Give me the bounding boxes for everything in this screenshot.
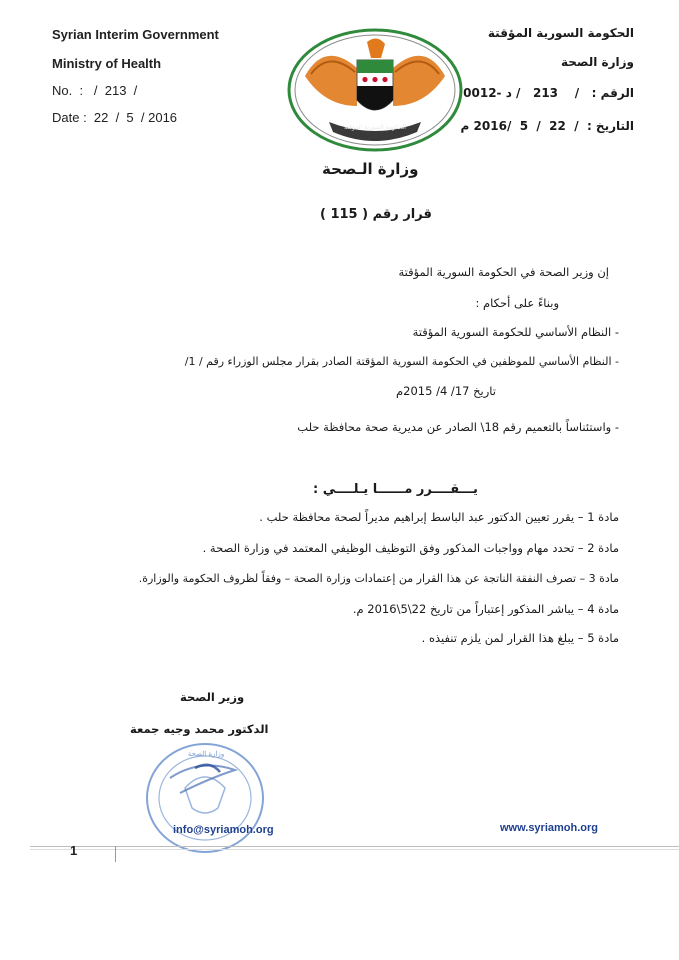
eagle-emblem-icon [285,28,465,158]
date-en: Date : 22 / 5 / 2016 [52,110,178,125]
article-5: مادة 5 – يبلغ هذا القرار لمن يلزم تنفيذه . [421,631,619,645]
preamble-line-2: وبناءً على أحكام : [475,296,559,310]
reference-number-ar: الرقم : / 213 / د -0012 [463,86,634,100]
ministry-name-ar: وزارة الصحة [560,55,634,69]
preamble-bullet-2-continued: تاريخ 17/ 4/ 2015م [396,384,496,398]
preamble-bullet-2: - النظام الأساسي للموظفين في الحكومة السورية المؤقتة الصادر بقرار مجلس الوزراء رقم / 1/ [184,355,619,368]
article-2: مادة 2 – تحدد مهام وواجبات المذكور وفق التوظيف الوظيفي المعتمد في وزارة الصحة . [202,541,619,555]
preamble-line-1: إن وزير الصحة في الحكومة السورية المؤقتة [398,265,609,279]
footer-divider [30,846,679,847]
preamble-bullet-3: - واستئناساً بالتعميم رقم 18\ الصادر عن مديرية صحة محافظة حلب [297,420,619,434]
article-3: مادة 3 – تصرف النفقة الناتجة عن هذا القرار من إعتمادات وزارة الصحة – وفقاً لظروف الحكومة والوزارة. [138,572,619,585]
stamp-text: وزارة الصحة [187,750,225,758]
ministry-emblem [285,28,465,158]
signatory-name: الدكتور محمد وجيه جمعة [130,722,269,736]
signatory-title: وزير الصحة [180,690,245,704]
page-number-separator [115,846,116,862]
article-1: مادة 1 – يقرر تعيين الدكتور عبد الباسط إبراهيم مديراً لصحة محافظة حلب . [259,510,619,524]
footer-email-link[interactable]: info@syriamoh.org [173,824,274,836]
reference-number-en: No. : / 213 / [52,83,138,98]
government-name-en: Syrian Interim Government [52,27,219,42]
footer-divider-secondary [30,849,679,850]
decision-title: قرار رقم ( 115 ) [320,207,432,222]
government-name-ar: الحكومة السورية المؤقتة [487,26,634,40]
ministry-name-en: Ministry of Health [52,56,162,71]
resolves-heading: يـــقــــرر مــــــا يـلــــي : [313,482,478,497]
footer-website-link[interactable]: www.syriamoh.org [500,822,599,834]
official-stamp [140,738,270,858]
emblem-banner-text: الحكومة السورية المؤقتة [344,124,406,131]
preamble-bullet-1: - النظام الأساسي للحكومة السورية المؤقتة [412,325,619,339]
ministry-label-logo: وزارة الـصحة [322,160,419,178]
article-4: مادة 4 – يباشر المذكور إعتباراً من تاريخ 22\5\2016 م. [352,602,619,616]
page-number: 1 [70,843,78,858]
date-ar: التاريخ : / 22 / 5 /2016 م [460,119,634,133]
